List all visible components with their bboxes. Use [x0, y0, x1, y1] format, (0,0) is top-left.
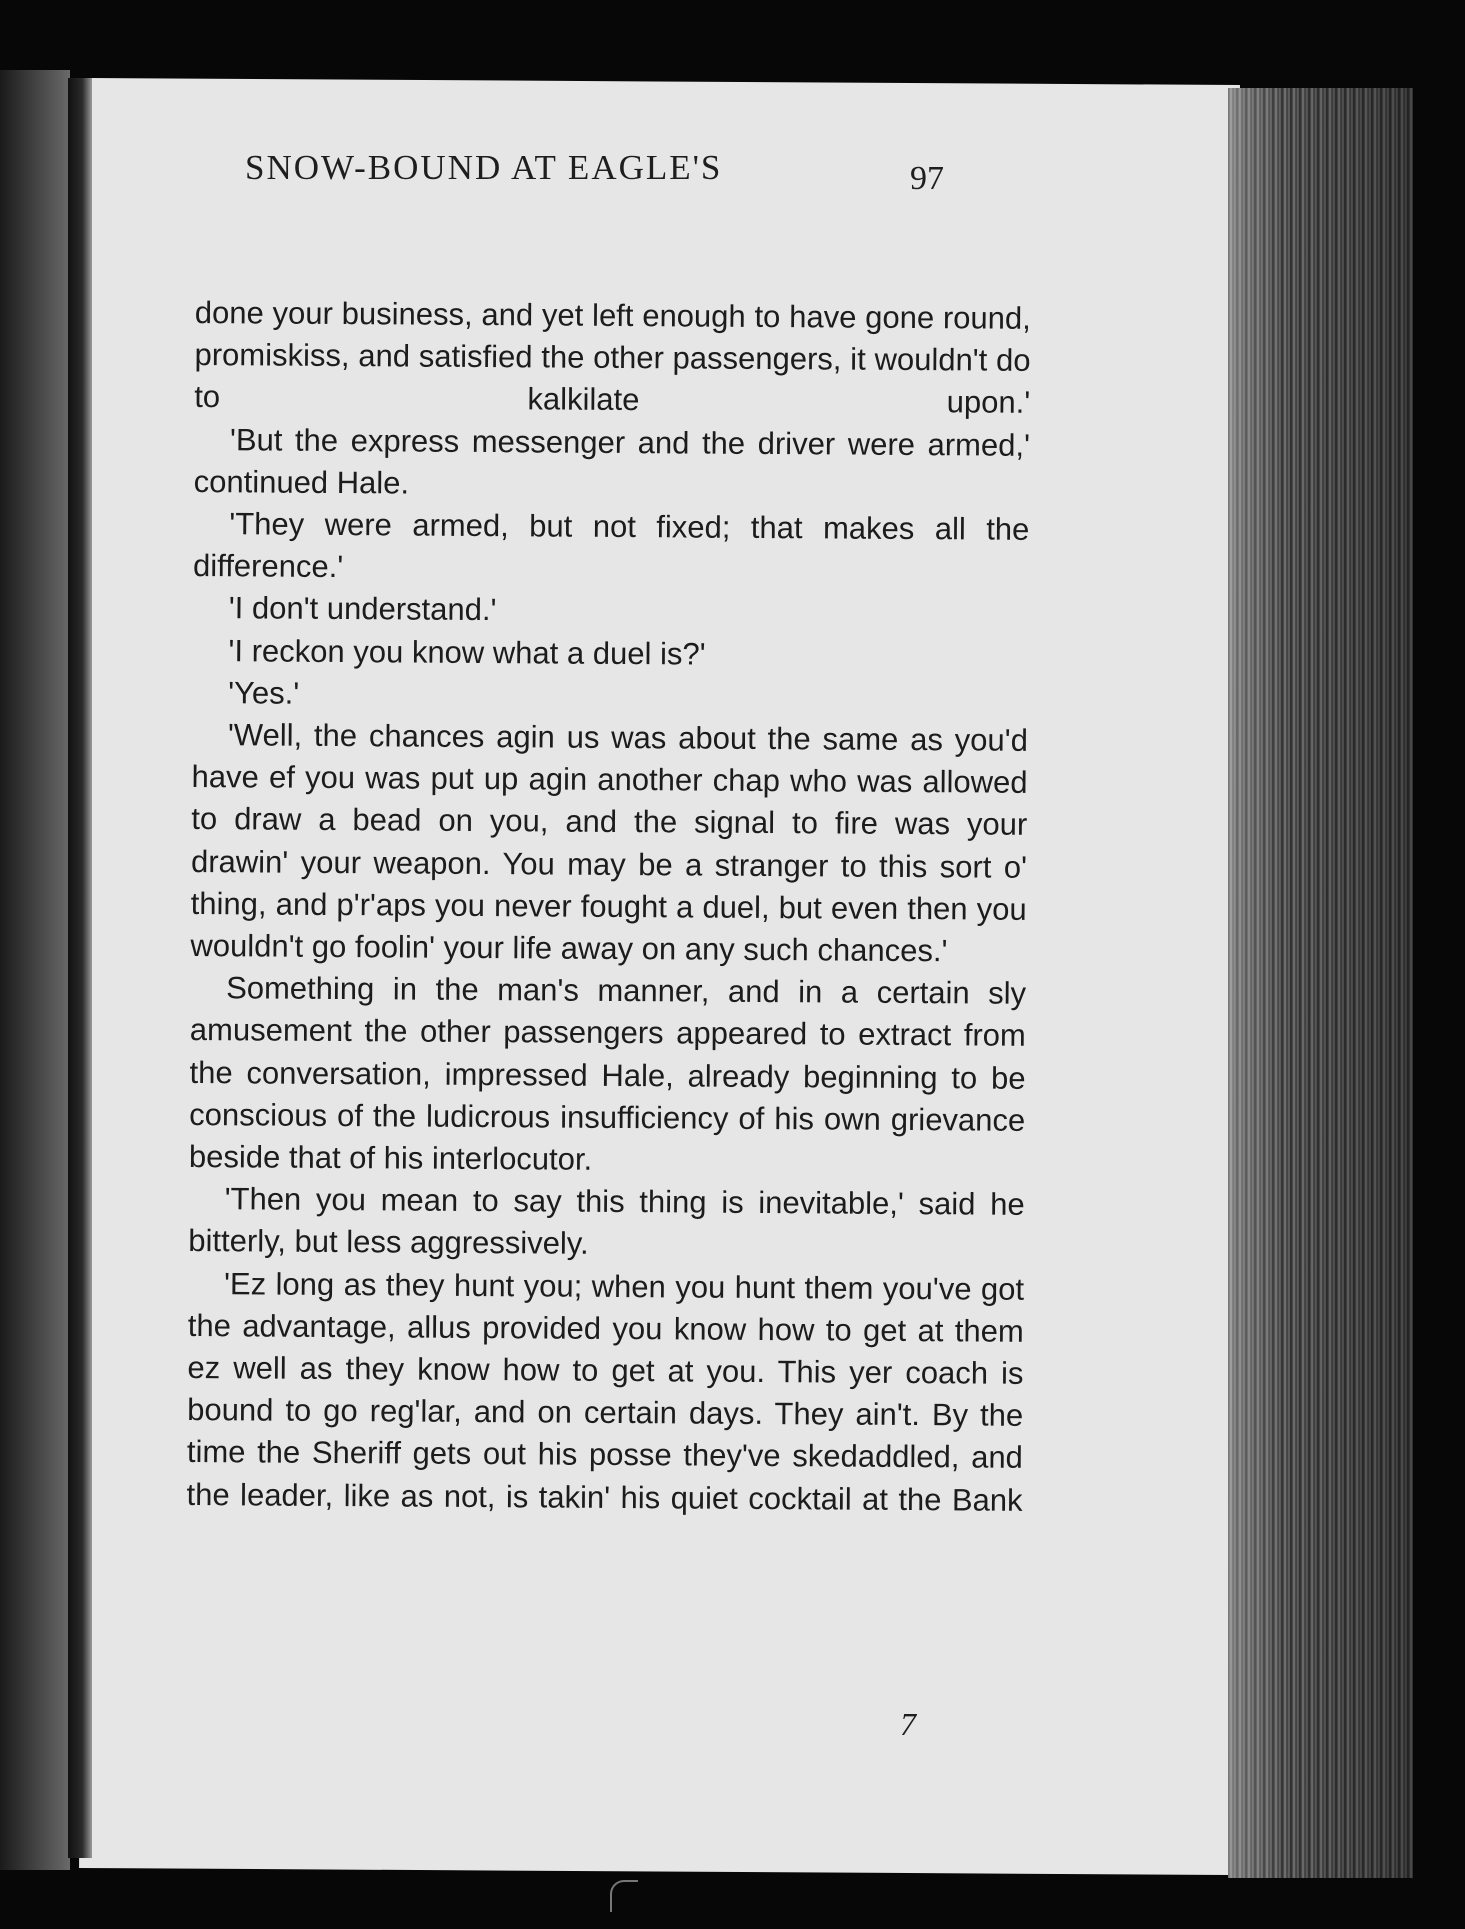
page-number: 97	[910, 160, 944, 197]
page-block-shade	[1228, 88, 1413, 1878]
page-gutter	[68, 78, 92, 1858]
paragraph: 'Well, the chances agin us was about the same as you'd have ef you was put up agin another chap who was allowed to draw a bead on you, and the signal to fire was your drawin' your weapon. You may be a stranger to this sort o' thing, and p'r'aps you never fought a duel, but even then you wouldn't go foolin' your life away on any such chances.'	[190, 717, 1029, 969]
paragraph: 'I don't understand.'	[228, 590, 497, 628]
running-head: SNOW-BOUND AT EAGLE'S	[245, 148, 723, 187]
paragraph: 'Yes.'	[228, 675, 300, 711]
paragraph: 'But the express messenger and the driver were armed,' continued Hale.	[193, 421, 1031, 501]
paragraph: 'They were armed, but not fixed; that makes all the difference.'	[192, 506, 1030, 585]
bottom-scan-mark	[610, 1880, 638, 1912]
paragraph: done your business, and yet left enough to have gone round, promiskiss, and satisfied the other passengers, it wouldn't do to kalkilate upon.'	[194, 294, 1031, 421]
body-text	[186, 292, 1031, 1522]
signature-mark: 7	[900, 1706, 916, 1742]
paragraph: Something in the man's manner, and in a certain sly amusement the other passengers appeared to extract from the conversation, impressed Hale, already beginning to be conscious of the ludicrous insufficiency of his own grievance beside that of his interlocutor.	[188, 970, 1027, 1177]
previous-page-edge	[0, 70, 70, 1870]
paragraph: 'Then you mean to say this thing is inevitable,' said he bitterly, but less aggressively.	[188, 1181, 1025, 1262]
paragraph: 'Ez long as they hunt you; when you hunt them you've got the advantage, allus provided you know how to get at them ez well as they know how to get at you. This yer coach is bound to go reg'lar, and on certain days. They ain't. By the time the Sheriff gets out his posse they've skedaddled, and the leader, like as not, is takin' his quiet cocktail at the Bank	[186, 1265, 1025, 1518]
paragraph: 'I reckon you know what a duel is?'	[228, 632, 706, 672]
